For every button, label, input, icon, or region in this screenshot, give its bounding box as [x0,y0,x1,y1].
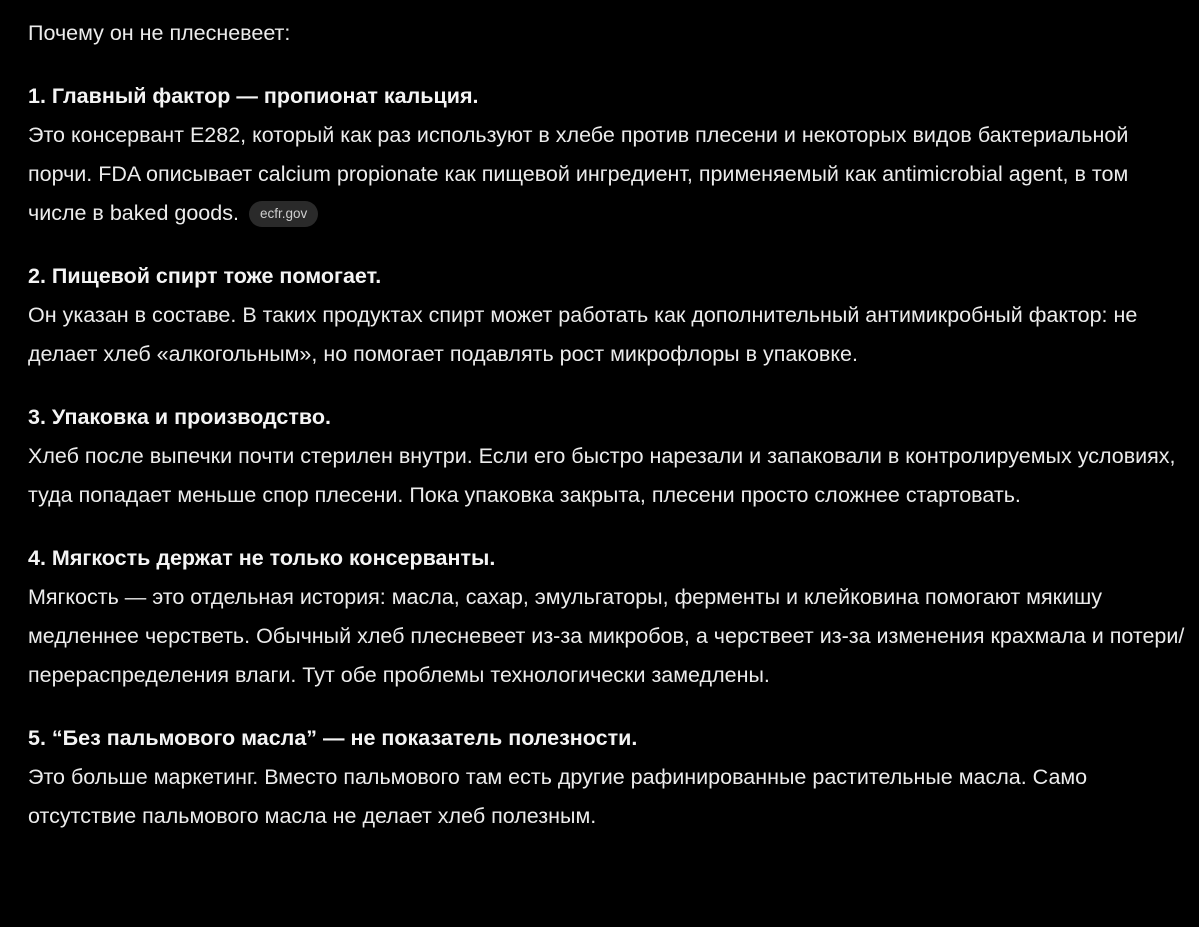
section-body-text: Он указан в составе. В таких продуктах спирт может работать как дополнительный антимикробный фактор: не делает хлеб «алкогольным», но помогает подавлять рост микрофлоры в упаковке. [28,303,1138,366]
section-title: 3. Упаковка и производство. [28,405,331,429]
section-5 [28,719,1189,836]
section-body-text: Хлеб после выпечки почти стерилен внутри. Если его быстро нарезали и запаковали в контролируемых условиях, туда попадает меньше спор плесени. Пока упаковка закрыта, плесени просто сложнее стартовать. [28,444,1176,507]
section-2 [28,257,1189,374]
intro-text: Почему он не плесневеет: [28,21,291,45]
section-title: 2. Пищевой спирт тоже помогает. [28,264,382,288]
section-4 [28,539,1189,695]
section-3 [28,398,1189,515]
section-title: 1. Главный фактор — пропионат кальция. [28,84,479,108]
section-body [28,116,1189,233]
section-title: 5. “Без пальмового масла” — не показатель полезности. [28,726,638,750]
section-body-text: Мягкость — это отдельная история: масла, сахар, эмульгаторы, ферменты и клейковина помогают мякишу медленнее черстветь. Обычный хлеб плесневеет из-за микробов, а черствеет из-за изменения крахмала и потери/перераспределения влаги. Тут обе проблемы технологически замедлены. [28,585,1185,687]
section-body-text: Это консервант E282, который как раз используют в хлебе против плесени и некоторых видов бактериальной порчи. FDA описывает calcium propionate как пищевой ингредиент, применяемый как antimicrobial agent, в том числе в baked goods. [28,123,1129,225]
section-1 [28,77,1189,233]
section-title: 4. Мягкость держат не только консерванты. [28,546,496,570]
section-body-text: Это больше маркетинг. Вместо пальмового там есть другие рафинированные растительные масла. Само отсутствие пальмового масла не делает хлеб полезным. [28,765,1088,828]
source-citation-chip[interactable]: ecfr.gov [249,201,318,227]
